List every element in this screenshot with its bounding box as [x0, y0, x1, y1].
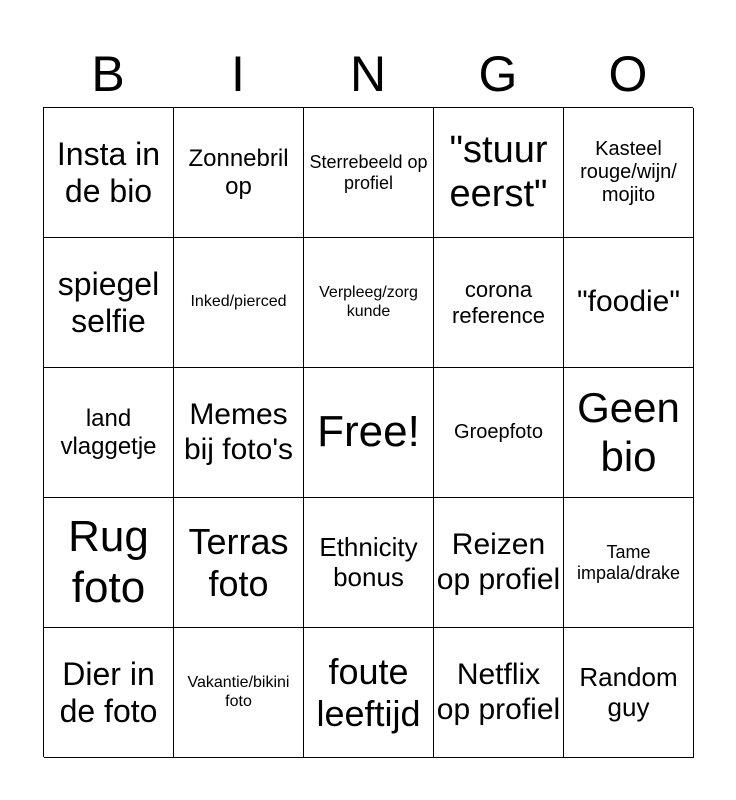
bingo-cell[interactable]: Netflix op profiel: [434, 628, 564, 758]
bingo-cell[interactable]: Geen bio: [564, 368, 694, 498]
bingo-cell[interactable]: Zonnebril op: [174, 108, 304, 238]
bingo-cell[interactable]: Inked/pierced: [174, 238, 304, 368]
bingo-cell[interactable]: "foodie": [564, 238, 694, 368]
header-letter-n: N: [349, 46, 387, 102]
bingo-cell[interactable]: Vakantie/bikini foto: [174, 628, 304, 758]
bingo-cell[interactable]: Random guy: [564, 628, 694, 758]
header-letter-g: G: [478, 46, 518, 102]
bingo-cell[interactable]: Kasteel rouge/wijn/ mojito: [564, 108, 694, 238]
bingo-cell[interactable]: corona reference: [434, 238, 564, 368]
bingo-cell[interactable]: Dier in de foto: [44, 628, 174, 758]
free-space-cell[interactable]: Free!: [304, 368, 434, 498]
bingo-cell[interactable]: "stuur eerst": [434, 108, 564, 238]
bingo-board: [43, 107, 693, 757]
bingo-cell[interactable]: land vlaggetje: [44, 368, 174, 498]
header-letter-b: B: [91, 46, 125, 102]
bingo-cell[interactable]: Tame impala/drake: [564, 498, 694, 628]
bingo-cell[interactable]: Ethnicity bonus: [304, 498, 434, 628]
bingo-cell[interactable]: Groepfoto: [434, 368, 564, 498]
bingo-cell[interactable]: foute leeftijd: [304, 628, 434, 758]
bingo-cell[interactable]: Sterrebeeld op profiel: [304, 108, 434, 238]
header-letter-i: I: [231, 46, 245, 102]
bingo-cell[interactable]: Memes bij foto's: [174, 368, 304, 498]
bingo-cell[interactable]: Insta in de bio: [44, 108, 174, 238]
bingo-cell[interactable]: spiegel selfie: [44, 238, 174, 368]
bingo-cell[interactable]: Rug foto: [44, 498, 174, 628]
bingo-cell[interactable]: Verpleeg/zorg kunde: [304, 238, 434, 368]
bingo-header: [43, 42, 693, 106]
bingo-cell[interactable]: Reizen op profiel: [434, 498, 564, 628]
header-letter-o: O: [608, 46, 648, 102]
bingo-cell[interactable]: Terras foto: [174, 498, 304, 628]
